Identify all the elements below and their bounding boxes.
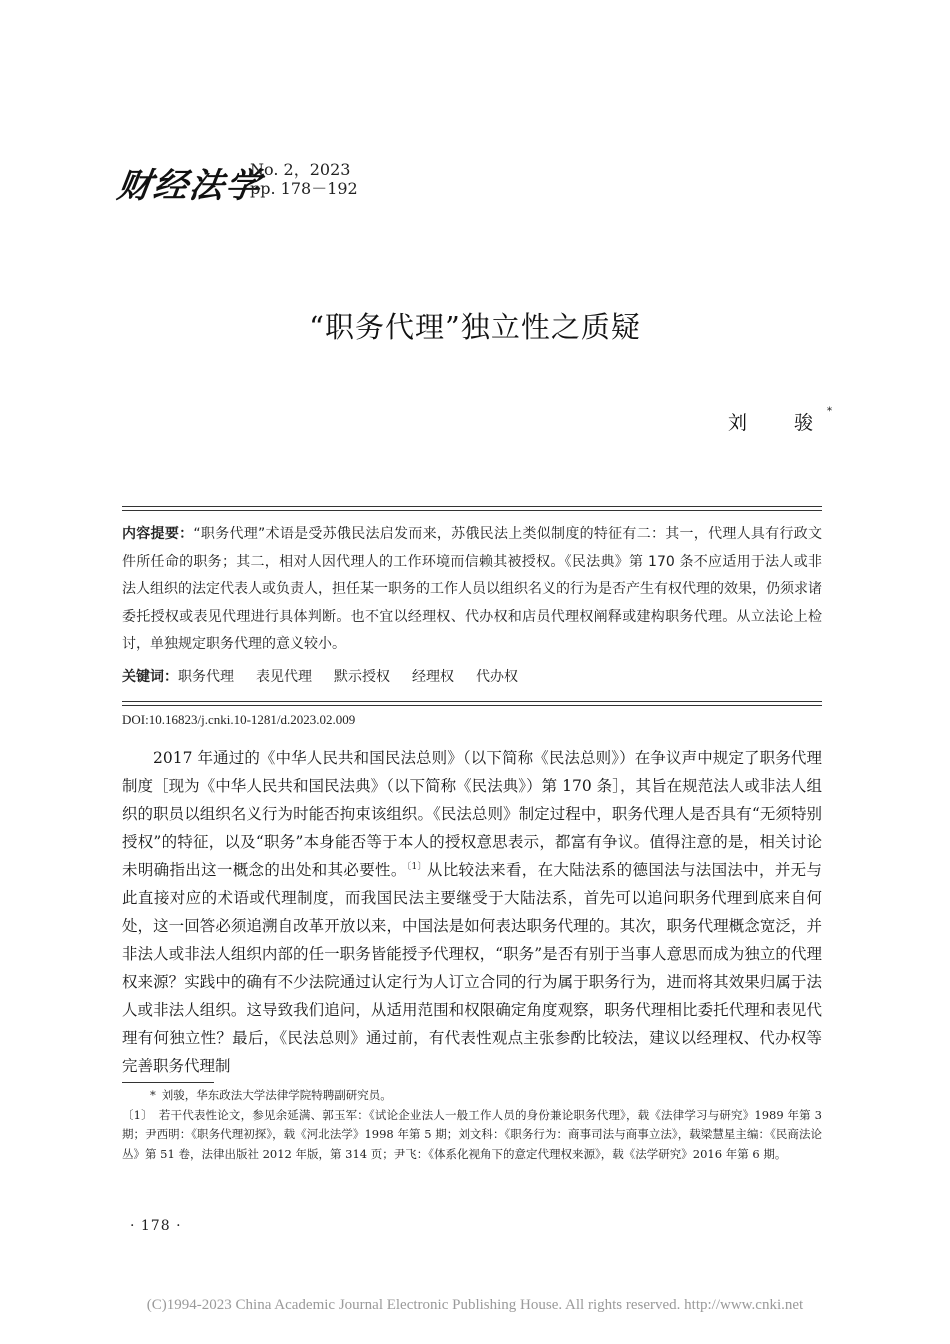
keywords	[122, 666, 822, 688]
footnote-rule	[122, 1082, 214, 1083]
abstract-text: “职务代理”术语是受苏俄民法启发而来，苏俄民法上类似制度的特征有二：其一，代理人具有行政文件所任命的职务；其二，相对人因代理人的工作环境而信赖其被授权。《民法典》第 170 条不应适用于法人或非法人组织的法定代表人或负责人，担任某一职务的工作人员以组织名义的行为是否产生有权代理的效果，仍须求诸委托授权或表见代理进行具体判断。也不宜以经理权、代办权和店员代理权阐释或建构职务代理。从立法论上检讨，单独规定职务代理的意义较小。	[122, 526, 823, 652]
abstract-label: 内容提要：	[122, 526, 194, 542]
footnotes	[122, 1086, 822, 1164]
author-footnote-mark: *	[827, 406, 832, 417]
keyword: 职务代理	[178, 669, 234, 685]
keyword: 表见代理	[256, 669, 312, 685]
abstract	[122, 521, 822, 659]
article-title: “职务代理”独立性之质疑	[309, 310, 641, 344]
issue-info	[250, 160, 358, 198]
author-footnote	[122, 1086, 822, 1106]
keyword: 代办权	[476, 669, 518, 685]
paragraph-text: 2017 年通过的《中华人民共和国民法总则》（以下简称《民法总则》）在争议声中规定了职务代理制度［现为《中华人民共和国民法典》（以下简称《民法典》）第 170 条］，其旨在规范法人或非法人组织的职员以组织名义行为时能否拘束该组织。《民法总则》制定过程中，职务代理人是否具有“无须特别授权”的特征，以及“职务”本身能否等于本人的授权意思表示，都富有争议。值得注意的是，相关讨论未明确指出这一概念的出处和其必要性。	[122, 749, 822, 879]
paragraph-text: 从比较法来看，在大陆法系的德国法与法国法中，并无与此直接对应的术语或代理制度，而我国民法主要继受于大陆法系，首先可以追问职务代理到底来自何处，这一回答必须追溯自改革开放以来，中国法是如何表达职务代理的。其次，职务代理概念宽泛，并非法人或非法人组织内部的任一职务皆能授予代理权，“职务”是否有别于当事人意思而成为独立的代理权来源？实践中的确有不少法院通过认定行为人订立合同的行为属于职务行为，进而将其效果归属于法人或非法人组织。这导致我们追问，从适用范围和权限确定角度观察，职务代理相比委托代理和表见代理有何独立性？最后，《民法总则》通过前，有代表性观点主张参酌比较法，建议以经理权、代办权等完善职务代理制	[122, 861, 822, 1075]
bottom-rule-1	[122, 701, 822, 702]
keyword: 默示授权	[334, 669, 390, 685]
page-number: · 178 ·	[130, 1218, 182, 1234]
keywords-label: 关键词：	[122, 669, 178, 685]
footnote-mark: 〔1〕	[122, 1107, 153, 1122]
author-text: 刘 骏	[727, 412, 827, 434]
page-range: pp. 178－192	[250, 179, 358, 198]
body-text	[122, 744, 822, 1080]
bottom-rule-2	[122, 705, 822, 706]
issue-number: No. 2，2023	[250, 160, 351, 179]
journal-logo: 财经法学	[114, 166, 265, 206]
doi: DOI:10.16823/j.cnki.10-1281/d.2023.02.009	[122, 712, 356, 727]
footnote-ref: 〔1〕	[406, 862, 427, 872]
top-rule-1	[122, 506, 822, 507]
top-rule-2	[122, 510, 822, 511]
keyword: 经理权	[412, 669, 454, 685]
footnote-1	[122, 1106, 822, 1165]
footnote-text: 刘骏，华东政法大学法律学院特聘副研究员。	[161, 1088, 392, 1102]
footnote-mark: *	[150, 1088, 156, 1102]
footnote-text: 若干代表性论文，参见余延满、郭玉军：《试论企业法人一般工作人员的身份兼论职务代理》，载《法律学习与研究》1989 年第 3 期；尹西明：《职务代理初探》，载《河北法学》1998 年第 5 期；刘文科：《职务行为：商事司法与商事立法》，载梁慧星主编：《民商法论丛》第 51 卷，法律出版社 2012 年版，第 314 页；尹飞：《体系化视角下的意定代理权来源》，载《法学研究》2016 年第 6 期。	[122, 1107, 822, 1161]
paragraph	[122, 744, 822, 1080]
author-name	[728, 408, 832, 435]
copyright-watermark: (C)1994-2023 China Academic Journal Electronic Publishing House. All rights reserved. http://www.cnki.net	[146, 1297, 804, 1313]
